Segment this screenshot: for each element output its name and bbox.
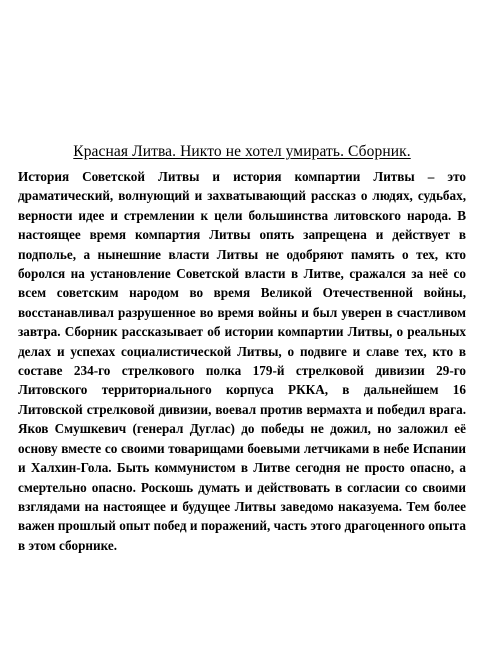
- document-title: Красная Литва. Никто не хотел умирать. Сборник.: [73, 143, 411, 160]
- document-page: [18, 143, 466, 555]
- document-paragraph: История Советской Литвы и история компартии Литвы – это драматический, волнующий и захватывающий рассказ о людях, судьбах, верности идее и стремлении к цели большинства литовского народа. В настоящее время компартия Литвы опять запрещена и действует в подполье, а нынешние власти Литвы не одобряют память о тех, кто боролся на установление Советской власти в Литве, сражался за неё со всем советским народом во время Великой Отечественной войны, восстанавливал разрушенное во время войны и был уверен в счастливом завтра. Сборник рассказывает об истории компартии Литвы, о реальных делах и успехах социалистической Литвы, о подвиге и славе тех, кто в составе 234-го стрелкового полка 179-й стрелковой дивизии 29-го Литовского территориального корпуса РККА, в дальнейшем 16 Литовской стрелковой дивизии, воевал против вермахта и победил врага. Яков Смушкевич (генерал Дуглас) до победы не дожил, но заложил её основу вместе со своими товарищами боевыми летчиками в небе Испании и Халхин-Гола. Быть коммунистом в Литве сегодня не просто опасно, а смертельно опасно. Роскошь думать и действовать в согласии со своими взглядами на настоящее и будущее Литвы заведомо наказуема. Тем более важен прошлый опыт побед и поражений, часть этого драгоценного опыта в этом сборнике.: [18, 169, 466, 553]
